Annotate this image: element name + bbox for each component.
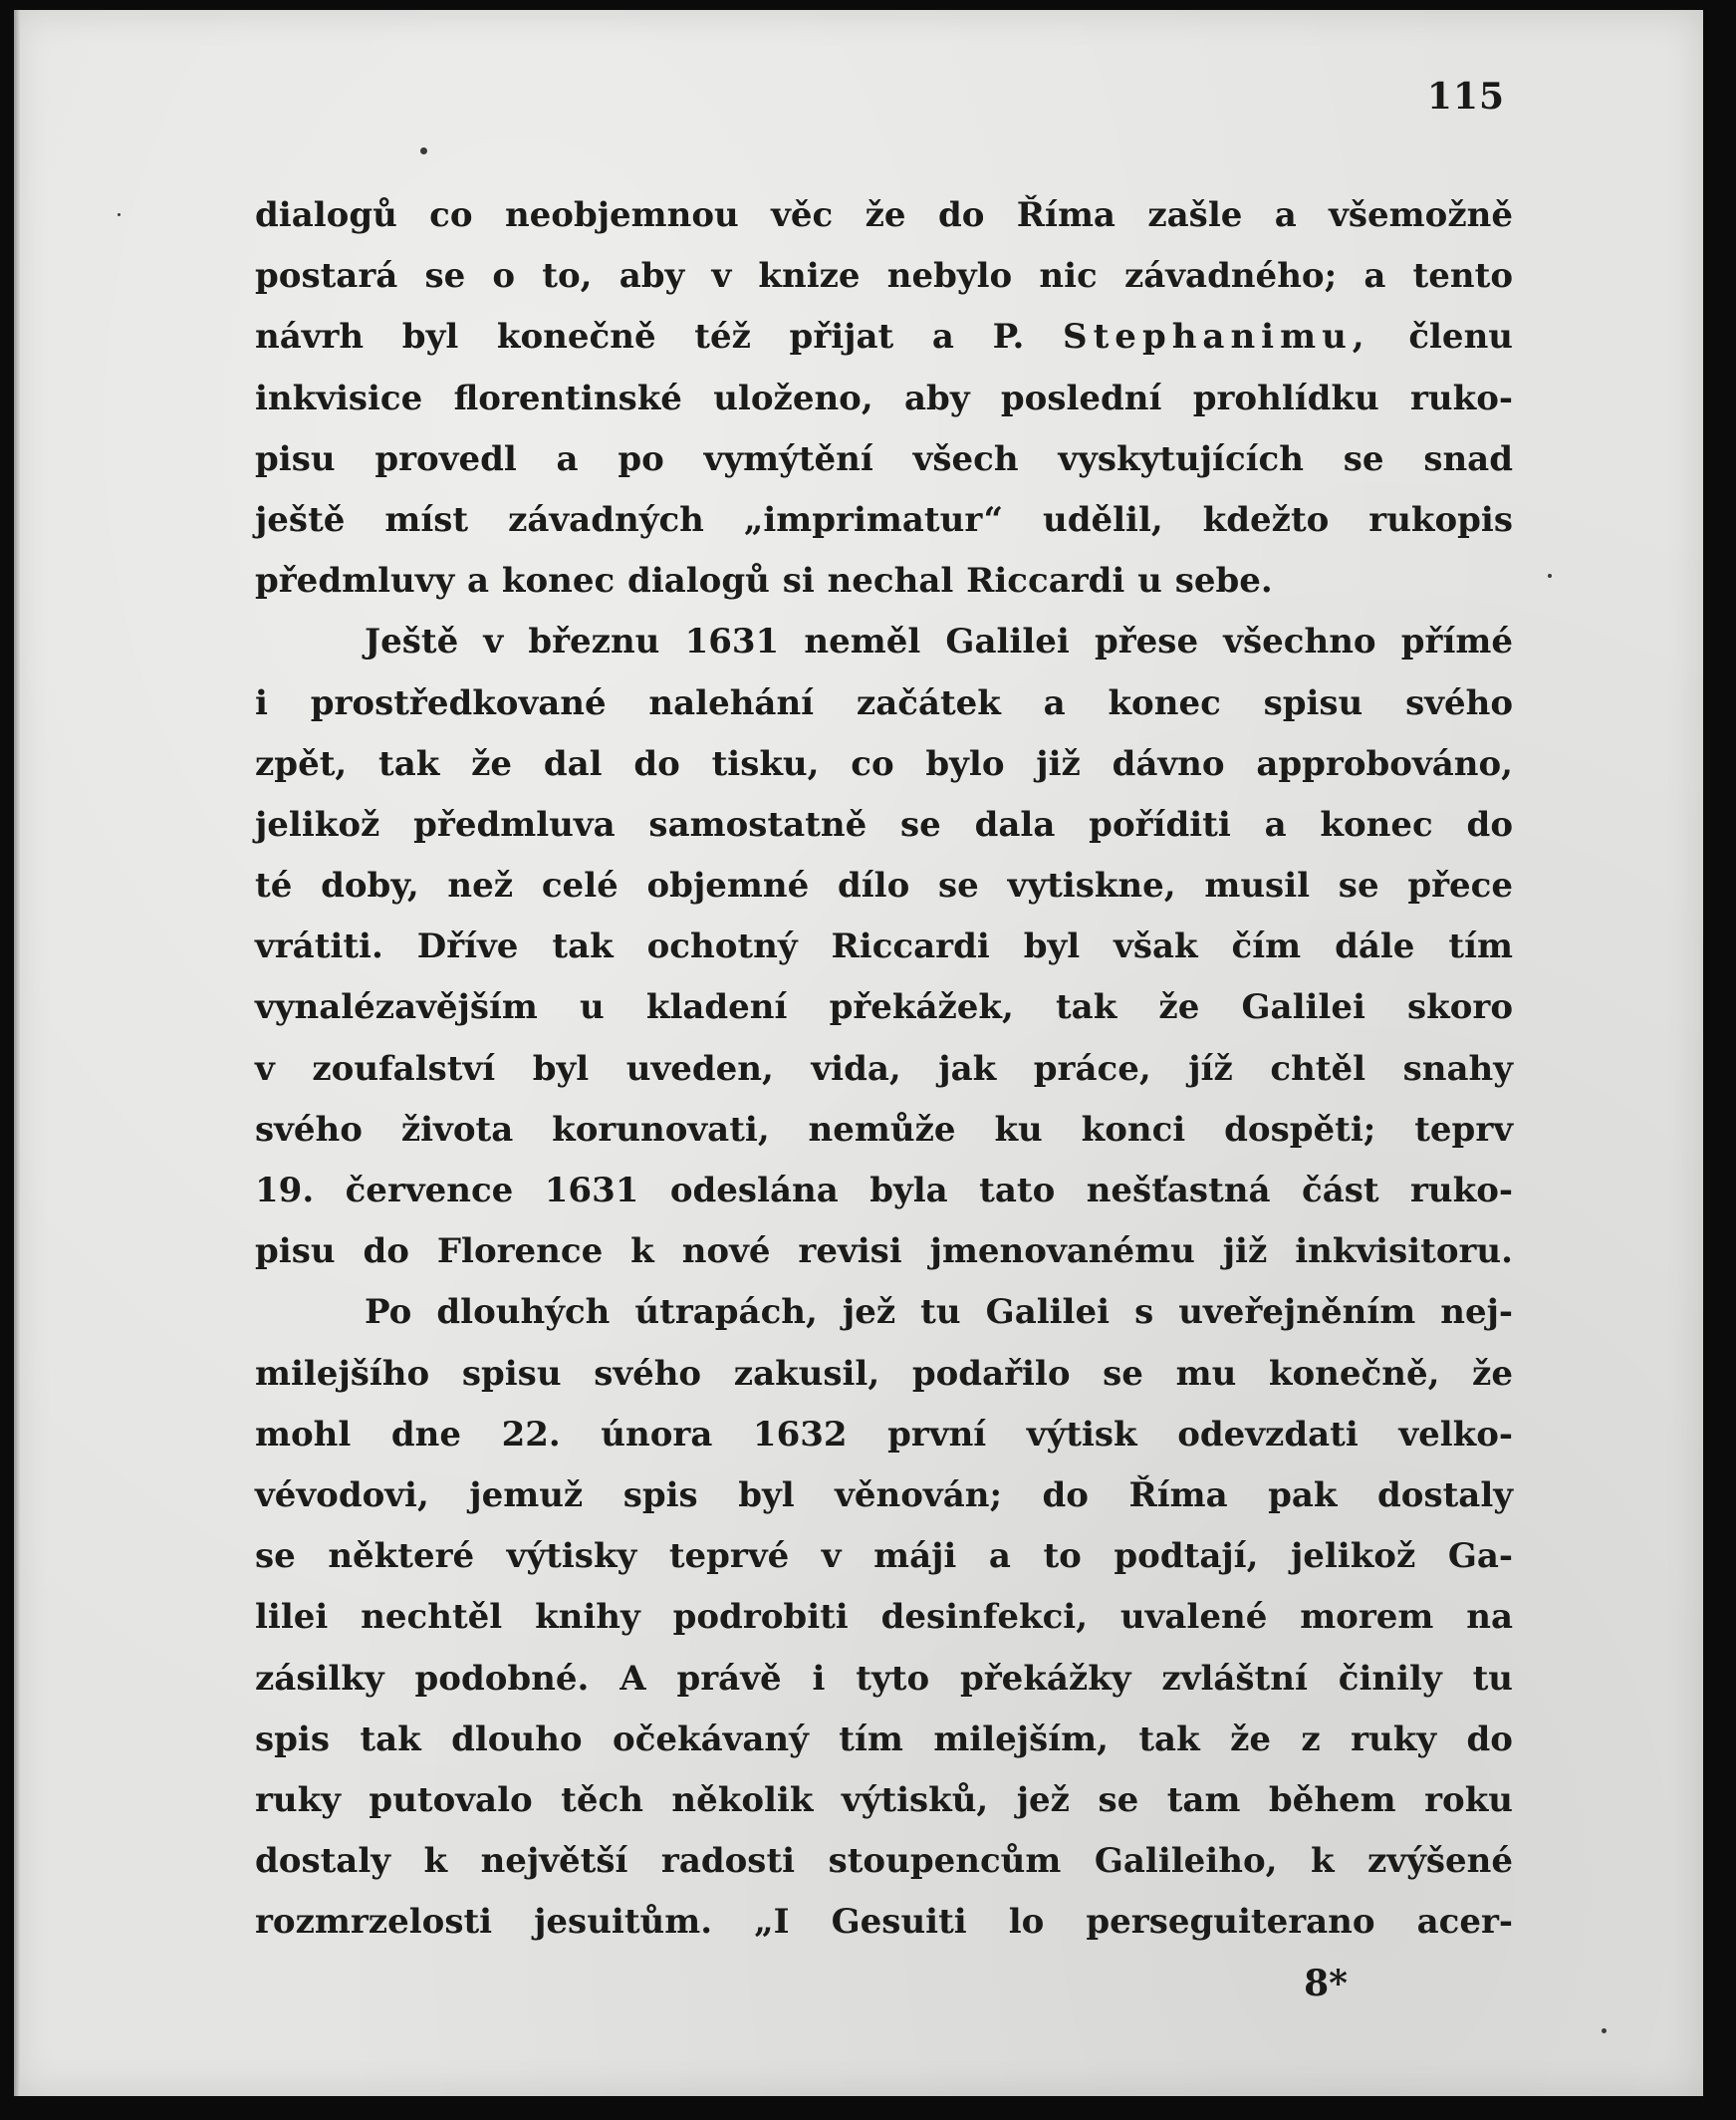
text-line: té doby, než celé objemné dílo se vytiskne, musil se přece <box>255 866 1513 907</box>
text-line: zásilky podobné. A právě i tyto překážky zvláštní činily tu <box>255 1658 1513 1699</box>
text-line: pisu do Florence k nové revisi jmenovanému již inkvisitoru. <box>255 1231 1513 1272</box>
text-line: vynalézavějším u kladení překážek, tak že Galilei skoro <box>255 987 1513 1028</box>
text-line: mohl dne 22. února 1632 první výtisk odevzdati velko- <box>255 1414 1513 1455</box>
text-line: ruky putovalo těch několik výtisků, jež se tam během roku <box>255 1779 1513 1820</box>
text-line: rozmrzelosti jesuitům. „I Gesuiti lo perseguiterano acer- <box>255 1902 1513 1943</box>
text-line: spis tak dlouho očekávaný tím milejším, tak že z ruky do <box>255 1719 1513 1759</box>
page-number: 115 <box>1426 76 1506 118</box>
text-line: lilei nechtěl knihy podrobiti desinfekci, uvalené morem na <box>255 1597 1513 1638</box>
text-line-head: návrh byl konečně též přijat a P. <box>255 317 1025 358</box>
spaced-name: Stephanimu, <box>1063 317 1370 358</box>
text-line: postará se o to, aby v knize nebylo nic závadného; a tento <box>255 256 1513 297</box>
text-line: 19. července 1631 odeslána byla tato nešťastná část ruko- <box>255 1171 1513 1210</box>
text-line: dostaly k největší radosti stoupencům Galileiho, k zvýšené <box>255 1841 1513 1882</box>
text-line: inkvisice florentinské uloženo, aby poslední prohlídku ruko- <box>255 378 1513 418</box>
text-line-tail: členu <box>1369 317 1514 358</box>
text-line: se některé výtisky teprvé v máji a to podtají, jelikož Ga- <box>255 1536 1513 1577</box>
book-page <box>14 10 1703 2096</box>
dust-speck <box>118 213 121 216</box>
text-line: předmluvy a konec dialogů si nechal Riccardi u sebe. <box>255 561 1273 602</box>
text-line <box>255 307 1513 368</box>
text-line: pisu provedl a po vymýtění všech vyskytujících se snad <box>255 438 1513 479</box>
text-line: vrátiti. Dříve tak ochotný Riccardi byl však čím dále tím <box>255 927 1513 967</box>
page-binding-edge <box>14 10 20 2096</box>
text-line: v zoufalství byl uveden, vida, jak práce, jíž chtěl snahy <box>255 1048 1513 1089</box>
text-line: svého života korunovati, nemůže ku konci dospěti; teprv <box>255 1109 1513 1150</box>
text-line: ještě míst závadných „imprimatur“ udělil, kdežto rukopis <box>255 499 1513 540</box>
dust-speck <box>1548 574 1552 578</box>
paragraph-start-line: Ještě v březnu 1631 neměl Galilei přese všechno přímé <box>365 622 1513 662</box>
text-line: i prostředkované nalehání začátek a konec spisu svého <box>255 682 1513 723</box>
signature-mark: 8* <box>1304 1963 1348 2004</box>
dust-speck <box>1602 2028 1607 2033</box>
paragraph-start-line: Po dlouhých útrapách, jež tu Galilei s uveřejněním nej- <box>365 1292 1513 1333</box>
text-line: zpět, tak že dal do tisku, co bylo již dávno approbováno, <box>255 743 1513 784</box>
text-line: vévodovi, jemuž spis byl věnován; do Říma pak dostaly <box>255 1474 1513 1515</box>
body-text <box>255 185 1513 1953</box>
dust-speck <box>420 147 427 154</box>
text-line: jelikož předmluva samostatně se dala poříditi a konec do <box>255 804 1513 845</box>
text-line: dialogů co neobjemnou věc že do Říma zašle a všemožně <box>255 195 1513 235</box>
text-line: milejšího spisu svého zakusil, podařilo se mu konečně, že <box>255 1353 1513 1394</box>
